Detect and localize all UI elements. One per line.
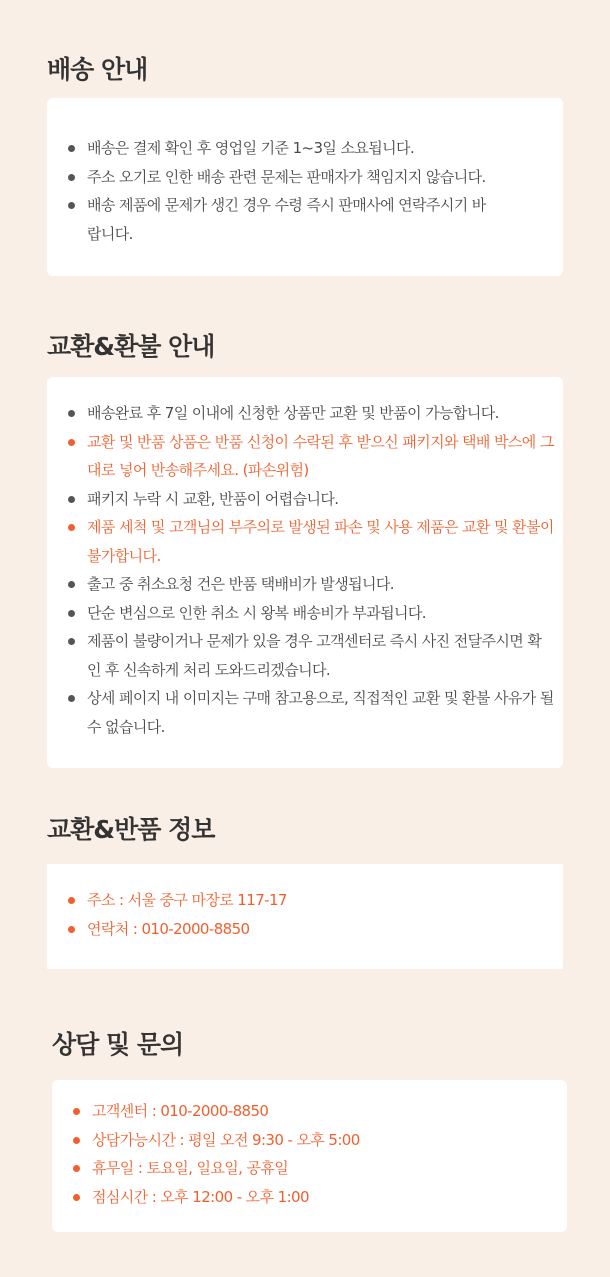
- exchange-refund-card: [47, 377, 563, 768]
- contact-holidays: 휴무일 : 토요일, 일요일, 공휴일: [72, 1154, 547, 1183]
- shipping-item-2: 주소 오기로 인한 배송 관련 문제는 판매자가 책임지지 않습니다.: [67, 163, 493, 192]
- exchange-refund-item-1: 배송완료 후 7일 이내에 신청한 상품만 교환 및 반품이 가능합니다.: [67, 399, 555, 428]
- shipping-item-1: 배송은 결제 확인 후 영업일 기준 1~3일 소요됩니다.: [67, 134, 493, 163]
- exchange-refund-item-5: 출고 중 취소요청 건은 반품 택배비가 발생됩니다.: [67, 570, 555, 599]
- return-phone: 연락처 : 010-2000-8850: [67, 915, 543, 944]
- exchange-refund-title: 교환&환불 안내: [47, 332, 215, 361]
- exchange-refund-item-4: 제품 세척 및 고객님의 부주의로 발생된 파손 및 사용 제품은 교환 및 환불이 불가합니다.: [67, 513, 555, 570]
- return-address: 주소 : 서울 중구 마장로 117-17: [67, 886, 543, 915]
- exchange-refund-list: [67, 399, 555, 741]
- shipping-item-3: 배송 제품에 문제가 생긴 경우 수령 즉시 판매사에 연락주시기 바랍니다.: [67, 191, 493, 248]
- contact-title: 상담 및 문의: [52, 1030, 184, 1059]
- shipping-title: 배송 안내: [47, 55, 148, 84]
- exchange-refund-item-8: 상세 페이지 내 이미지는 구매 참고용으로, 직접적인 교환 및 환불 사유가 될 수 없습니다.: [67, 684, 555, 741]
- contact-center: 고객센터 : 010-2000-8850: [72, 1097, 547, 1126]
- contact-list: [72, 1097, 547, 1211]
- contact-lunch: 점심시간 : 오후 12:00 - 오후 1:00: [72, 1183, 547, 1212]
- exchange-refund-item-2: 교환 및 반품 상품은 반품 신청이 수락된 후 받으신 패키지와 택배 박스에 그대로 넣어 반송해주세요. (파손위험): [67, 428, 555, 485]
- exchange-refund-item-3: 패키지 누락 시 교환, 반품이 어렵습니다.: [67, 485, 555, 514]
- shipping-card: [47, 98, 563, 276]
- contact-hours: 상담가능시간 : 평일 오전 9:30 - 오후 5:00: [72, 1126, 547, 1155]
- exchange-refund-item-6: 단순 변심으로 인한 취소 시 왕복 배송비가 부과됩니다.: [67, 599, 555, 628]
- contact-card: [52, 1080, 567, 1232]
- return-info-title: 교환&반품 정보: [47, 815, 215, 844]
- exchange-refund-item-7: 제품이 불량이거나 문제가 있을 경우 고객센터로 즉시 사진 전달주시면 확인 후 신속하게 처리 도와드리겠습니다.: [67, 627, 555, 684]
- shipping-list: [67, 134, 493, 248]
- return-info-card: [47, 864, 563, 969]
- return-info-list: [67, 886, 543, 943]
